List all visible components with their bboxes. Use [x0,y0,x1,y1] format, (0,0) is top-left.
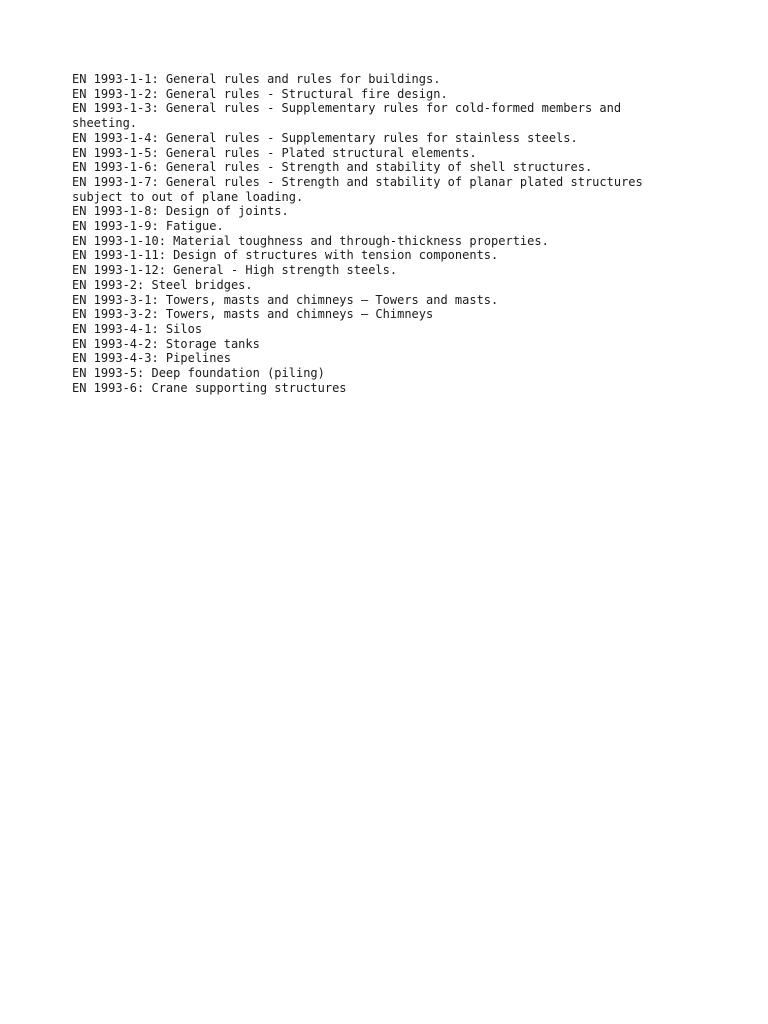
text-line-en-1993-1-12: EN 1993-1-12: General - High strength steels. [72,263,398,278]
text-line-en-1993-3-1: EN 1993-3-1: Towers, masts and chimneys – Towers and masts. [72,292,499,307]
text-line-en-1993-2: EN 1993-2: Steel bridges. [72,277,253,292]
text-line-en-1993-1-7: EN 1993-1-7: General rules - Strength and stability of planar plated structures [72,174,643,189]
text-line-en-1993-3-2: EN 1993-3-2: Towers, masts and chimneys – Chimneys [72,307,434,322]
text-line-en-1993-1-7-continued: subject to out of plane loading. [72,189,304,204]
text-line-en-1993-4-3: EN 1993-4-3: Pipelines [72,351,231,366]
text-line-en-1993-5: EN 1993-5: Deep foundation (piling) [72,366,325,381]
text-line-en-1993-6: EN 1993-6: Crane supporting structures [72,380,347,395]
text-line-en-1993-1-1: EN 1993-1-1: General rules and rules for buildings. [72,72,441,86]
text-line-en-1993-1-10: EN 1993-1-10: Material toughness and through-thickness properties. [72,233,549,248]
text-line-en-1993-1-11: EN 1993-1-11: Design of structures with tension components. [72,248,499,263]
text-line-en-1993-1-2: EN 1993-1-2: General rules - Structural fire design. [72,86,448,101]
text-line-en-1993-1-8: EN 1993-1-8: Design of joints. [72,204,289,219]
text-line-en-1993-1-5: EN 1993-1-5: General rules - Plated structural elements. [72,145,477,160]
document-page [72,72,696,395]
text-line-en-1993-1-3: EN 1993-1-3: General rules - Supplementary rules for cold-formed members and [72,101,622,116]
text-line-en-1993-1-9: EN 1993-1-9: Fatigue. [72,219,224,234]
text-line-en-1993-1-6: EN 1993-1-6: General rules - Strength and stability of shell structures. [72,160,593,175]
text-line-en-1993-4-2: EN 1993-4-2: Storage tanks [72,336,260,351]
text-line-en-1993-1-3-continued: sheeting. [72,116,138,131]
text-line-en-1993-1-4: EN 1993-1-4: General rules - Supplementary rules for stainless steels. [72,130,578,145]
text-line-en-1993-4-1: EN 1993-4-1: Silos [72,321,203,336]
